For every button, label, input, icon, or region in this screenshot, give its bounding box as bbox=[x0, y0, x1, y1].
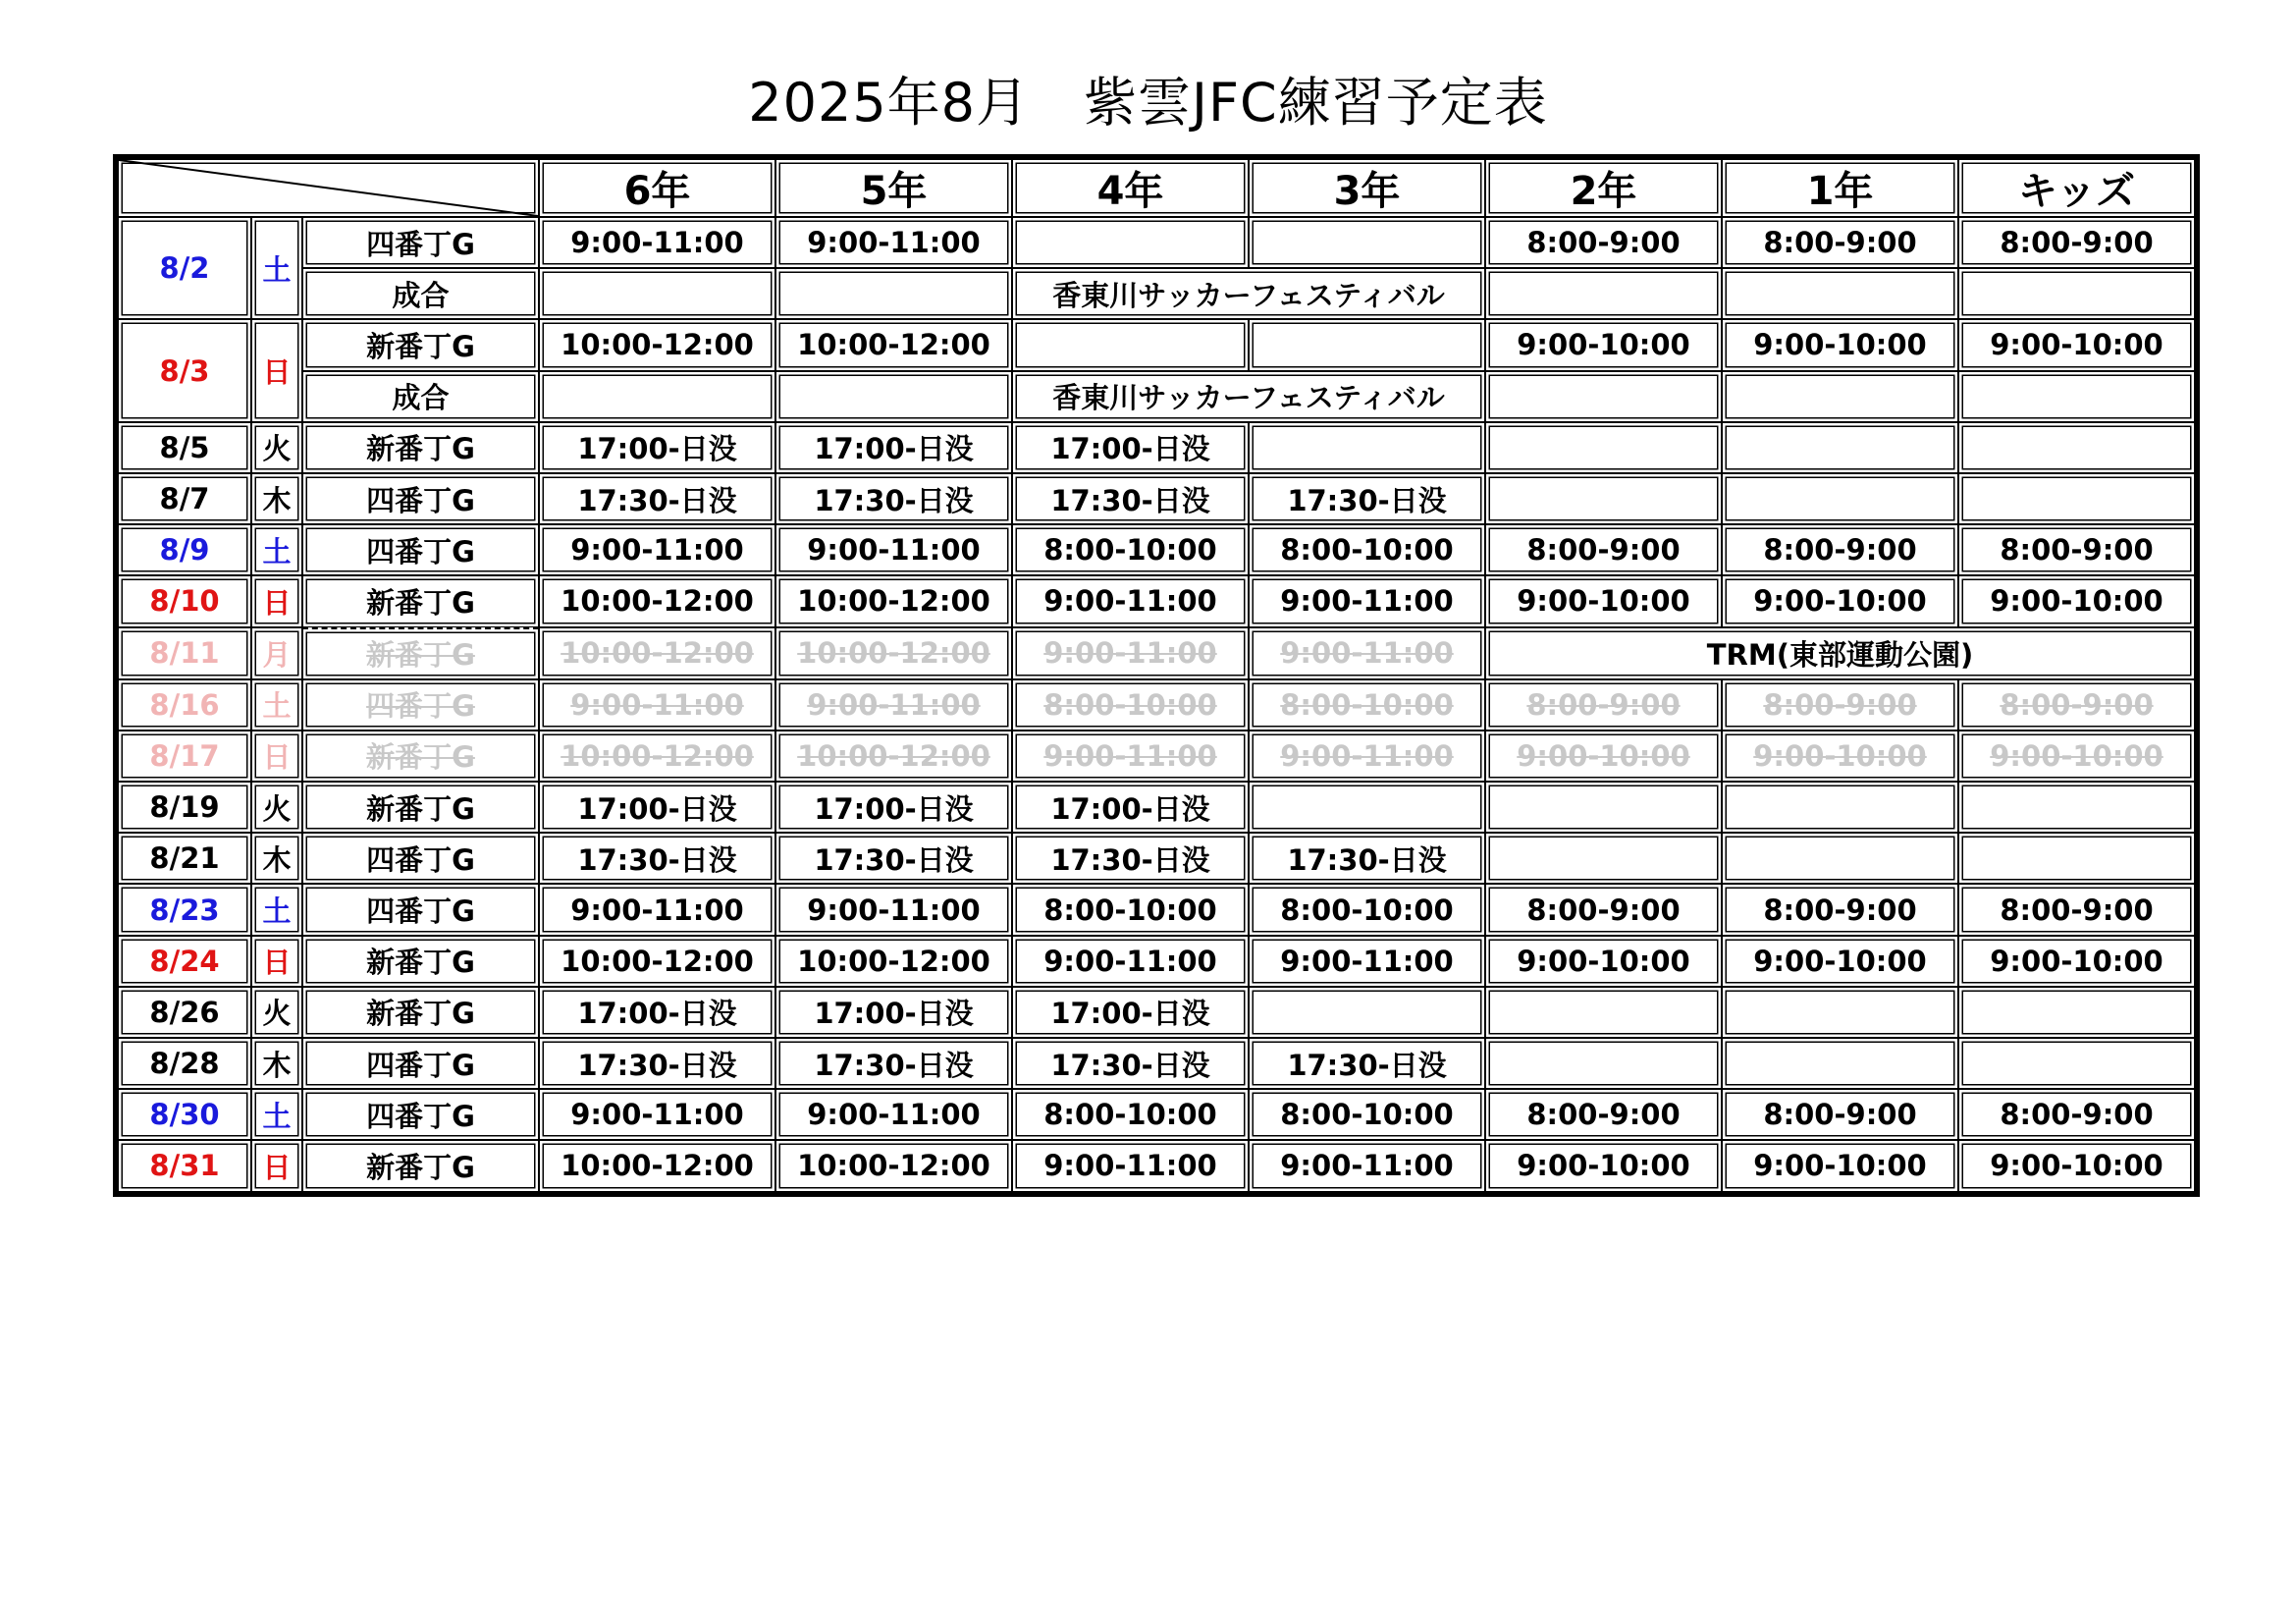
time-cell: 17:30-日没 bbox=[539, 833, 775, 884]
date-cell: 8/5 bbox=[118, 422, 251, 473]
time-cell: 17:30-日没 bbox=[539, 473, 775, 524]
time-cell: 17:30-日没 bbox=[539, 1038, 775, 1089]
time-cell: 8:00-9:00 bbox=[1485, 1089, 1722, 1140]
weekday-cell: 日 bbox=[251, 731, 302, 782]
venue-cell: 新番丁G bbox=[302, 782, 539, 833]
venue-cell: 新番丁G bbox=[302, 731, 539, 782]
time-cell bbox=[1722, 473, 1958, 524]
time-cell: 8:00-10:00 bbox=[1249, 884, 1485, 935]
time-cell bbox=[539, 371, 775, 422]
weekday-cell: 土 bbox=[251, 679, 302, 731]
time-cell bbox=[1722, 422, 1958, 473]
weekday-cell: 木 bbox=[251, 833, 302, 884]
date-cell: 8/30 bbox=[118, 1089, 251, 1140]
time-cell: 9:00-11:00 bbox=[539, 217, 775, 268]
time-cell: 9:00-11:00 bbox=[1012, 627, 1249, 679]
time-cell: 9:00-10:00 bbox=[1722, 936, 1958, 987]
time-cell: 9:00-11:00 bbox=[775, 1089, 1012, 1140]
weekday-cell: 土 bbox=[251, 884, 302, 935]
table-row bbox=[118, 319, 2195, 370]
header-grade-5: 5年 bbox=[775, 159, 1012, 217]
venue-cell: 成合 bbox=[302, 268, 539, 319]
table-row bbox=[118, 473, 2195, 524]
date-cell: 8/17 bbox=[118, 731, 251, 782]
time-cell bbox=[1012, 319, 1249, 370]
time-cell bbox=[1722, 833, 1958, 884]
time-cell: 17:30-日没 bbox=[775, 473, 1012, 524]
time-cell: 8:00-10:00 bbox=[1249, 1089, 1485, 1140]
time-cell: 9:00-11:00 bbox=[775, 884, 1012, 935]
table-row bbox=[118, 575, 2195, 626]
time-cell: 9:00-11:00 bbox=[775, 679, 1012, 731]
time-cell bbox=[1722, 782, 1958, 833]
date-cell: 8/23 bbox=[118, 884, 251, 935]
table-row bbox=[118, 422, 2195, 473]
schedule-body bbox=[118, 217, 2195, 1192]
date-cell: 8/11 bbox=[118, 627, 251, 679]
time-cell: 9:00-11:00 bbox=[1249, 936, 1485, 987]
time-cell bbox=[1485, 987, 1722, 1038]
time-cell bbox=[1485, 422, 1722, 473]
weekday-cell: 土 bbox=[251, 1089, 302, 1140]
time-cell: 10:00-12:00 bbox=[775, 936, 1012, 987]
date-cell: 8/24 bbox=[118, 936, 251, 987]
header-grade-6: 6年 bbox=[539, 159, 775, 217]
time-cell: 9:00-10:00 bbox=[1485, 1140, 1722, 1191]
venue-cell: 四番丁G bbox=[302, 884, 539, 935]
diagonal-line bbox=[119, 160, 538, 216]
time-cell: 8:00-9:00 bbox=[1958, 884, 2195, 935]
time-cell: 9:00-10:00 bbox=[1722, 319, 1958, 370]
time-cell bbox=[1958, 268, 2195, 319]
time-cell: 17:30-日没 bbox=[775, 1038, 1012, 1089]
time-cell: 8:00-9:00 bbox=[1722, 217, 1958, 268]
header-grade-3: 3年 bbox=[1249, 159, 1485, 217]
table-row bbox=[118, 1038, 2195, 1089]
table-row bbox=[118, 217, 2195, 268]
time-cell: 17:00-日没 bbox=[775, 422, 1012, 473]
time-cell: 17:30-日没 bbox=[1012, 473, 1249, 524]
time-cell bbox=[1722, 268, 1958, 319]
time-cell bbox=[539, 268, 775, 319]
time-cell: 9:00-11:00 bbox=[775, 524, 1012, 575]
time-cell: 17:30-日没 bbox=[1012, 1038, 1249, 1089]
table-row bbox=[118, 627, 2195, 679]
time-cell: 10:00-12:00 bbox=[539, 1140, 775, 1191]
time-cell: 9:00-10:00 bbox=[1958, 936, 2195, 987]
time-cell bbox=[1485, 1038, 1722, 1089]
time-cell bbox=[1722, 371, 1958, 422]
time-cell: 8:00-9:00 bbox=[1485, 679, 1722, 731]
time-cell: 8:00-9:00 bbox=[1722, 1089, 1958, 1140]
event-cell: 香東川サッカーフェスティバル bbox=[1012, 268, 1485, 319]
table-row bbox=[118, 833, 2195, 884]
time-cell: 10:00-12:00 bbox=[775, 1140, 1012, 1191]
time-cell bbox=[1958, 782, 2195, 833]
page-title: 2025年8月 紫雲JFC練習予定表 bbox=[748, 72, 1548, 134]
time-cell: 17:00-日没 bbox=[539, 422, 775, 473]
weekday-cell: 月 bbox=[251, 627, 302, 679]
weekday-cell: 日 bbox=[251, 319, 302, 421]
header-grade-1: 1年 bbox=[1722, 159, 1958, 217]
table-subrow bbox=[118, 268, 2195, 319]
venue-cell: 四番丁G bbox=[302, 679, 539, 731]
weekday-cell: 木 bbox=[251, 473, 302, 524]
date-cell: 8/28 bbox=[118, 1038, 251, 1089]
venue-cell: 四番丁G bbox=[302, 217, 539, 268]
weekday-cell: 火 bbox=[251, 422, 302, 473]
time-cell bbox=[1958, 371, 2195, 422]
time-cell: 10:00-12:00 bbox=[539, 575, 775, 626]
weekday-cell: 土 bbox=[251, 217, 302, 319]
time-cell bbox=[1485, 782, 1722, 833]
date-cell: 8/26 bbox=[118, 987, 251, 1038]
time-cell: 9:00-11:00 bbox=[539, 1089, 775, 1140]
time-cell bbox=[1722, 1038, 1958, 1089]
time-cell: 9:00-10:00 bbox=[1485, 575, 1722, 626]
time-cell: 17:00-日没 bbox=[539, 987, 775, 1038]
corner-cell bbox=[118, 159, 539, 217]
time-cell: 17:30-日没 bbox=[1249, 1038, 1485, 1089]
table-row bbox=[118, 884, 2195, 935]
time-cell: 9:00-10:00 bbox=[1958, 319, 2195, 370]
weekday-cell: 日 bbox=[251, 1140, 302, 1191]
time-cell bbox=[775, 268, 1012, 319]
venue-cell: 四番丁G bbox=[302, 1038, 539, 1089]
time-cell: 8:00-9:00 bbox=[1722, 884, 1958, 935]
time-cell: 9:00-11:00 bbox=[539, 679, 775, 731]
venue-cell: 新番丁G bbox=[302, 1140, 539, 1191]
time-cell: 8:00-9:00 bbox=[1958, 679, 2195, 731]
time-cell: 8:00-9:00 bbox=[1958, 217, 2195, 268]
time-cell bbox=[1485, 833, 1722, 884]
time-cell: 17:00-日没 bbox=[775, 987, 1012, 1038]
time-cell: 9:00-10:00 bbox=[1958, 575, 2195, 626]
time-cell: 9:00-10:00 bbox=[1485, 319, 1722, 370]
table-row bbox=[118, 731, 2195, 782]
header-row bbox=[118, 159, 2195, 217]
table-subrow bbox=[118, 371, 2195, 422]
venue-cell: 新番丁G bbox=[302, 627, 539, 679]
time-cell bbox=[1012, 217, 1249, 268]
time-cell: 9:00-10:00 bbox=[1485, 936, 1722, 987]
date-cell: 8/16 bbox=[118, 679, 251, 731]
time-cell: 9:00-10:00 bbox=[1485, 731, 1722, 782]
time-cell: 10:00-12:00 bbox=[539, 936, 775, 987]
header-kids: キッズ bbox=[1958, 159, 2195, 217]
venue-cell: 新番丁G bbox=[302, 422, 539, 473]
time-cell: 9:00-11:00 bbox=[539, 524, 775, 575]
venue-cell: 新番丁G bbox=[302, 987, 539, 1038]
table-row bbox=[118, 524, 2195, 575]
weekday-cell: 木 bbox=[251, 1038, 302, 1089]
time-cell bbox=[1249, 987, 1485, 1038]
weekday-cell: 土 bbox=[251, 524, 302, 575]
venue-cell: 新番丁G bbox=[302, 319, 539, 370]
table-row bbox=[118, 679, 2195, 731]
venue-cell: 四番丁G bbox=[302, 524, 539, 575]
time-cell: 8:00-9:00 bbox=[1485, 884, 1722, 935]
time-cell: 8:00-10:00 bbox=[1012, 679, 1249, 731]
time-cell bbox=[1485, 473, 1722, 524]
time-cell: 17:00-日没 bbox=[539, 782, 775, 833]
weekday-cell: 日 bbox=[251, 575, 302, 626]
time-cell: 10:00-12:00 bbox=[775, 627, 1012, 679]
time-cell bbox=[1485, 371, 1722, 422]
table-row bbox=[118, 987, 2195, 1038]
time-cell: 8:00-10:00 bbox=[1012, 1089, 1249, 1140]
time-cell bbox=[1485, 268, 1722, 319]
time-cell: 17:30-日没 bbox=[775, 833, 1012, 884]
time-cell: 9:00-11:00 bbox=[1012, 731, 1249, 782]
time-cell: 17:00-日没 bbox=[1012, 422, 1249, 473]
time-cell: 10:00-12:00 bbox=[539, 627, 775, 679]
event-cell: 香東川サッカーフェスティバル bbox=[1012, 371, 1485, 422]
time-cell: 9:00-10:00 bbox=[1958, 731, 2195, 782]
table-row bbox=[118, 782, 2195, 833]
time-cell: 9:00-10:00 bbox=[1958, 1140, 2195, 1191]
time-cell: 10:00-12:00 bbox=[539, 319, 775, 370]
weekday-cell: 火 bbox=[251, 987, 302, 1038]
time-cell: 8:00-9:00 bbox=[1485, 217, 1722, 268]
time-cell: 8:00-10:00 bbox=[1012, 884, 1249, 935]
venue-cell: 四番丁G bbox=[302, 1089, 539, 1140]
weekday-cell: 火 bbox=[251, 782, 302, 833]
time-cell: 10:00-12:00 bbox=[775, 319, 1012, 370]
time-cell bbox=[1722, 987, 1958, 1038]
date-cell: 8/10 bbox=[118, 575, 251, 626]
time-cell: 9:00-11:00 bbox=[1012, 575, 1249, 626]
time-cell: 9:00-11:00 bbox=[1249, 1140, 1485, 1191]
time-cell: 9:00-10:00 bbox=[1722, 575, 1958, 626]
time-cell: 17:00-日没 bbox=[1012, 782, 1249, 833]
time-cell bbox=[1958, 1038, 2195, 1089]
venue-cell: 新番丁G bbox=[302, 575, 539, 626]
time-cell: 9:00-11:00 bbox=[1249, 731, 1485, 782]
time-cell: 8:00-9:00 bbox=[1958, 1089, 2195, 1140]
time-cell bbox=[1958, 422, 2195, 473]
time-cell: 8:00-9:00 bbox=[1722, 679, 1958, 731]
venue-cell: 新番丁G bbox=[302, 936, 539, 987]
venue-cell: 成合 bbox=[302, 371, 539, 422]
time-cell: 17:30-日没 bbox=[1249, 473, 1485, 524]
schedule-table bbox=[113, 154, 2200, 1197]
time-cell: 17:00-日没 bbox=[1012, 987, 1249, 1038]
table-row bbox=[118, 1089, 2195, 1140]
time-cell: 9:00-11:00 bbox=[775, 217, 1012, 268]
time-cell: 9:00-11:00 bbox=[1249, 575, 1485, 626]
time-cell bbox=[1958, 473, 2195, 524]
time-cell bbox=[1249, 782, 1485, 833]
time-cell: 17:30-日没 bbox=[1249, 833, 1485, 884]
time-cell: 8:00-9:00 bbox=[1485, 524, 1722, 575]
table-row bbox=[118, 1140, 2195, 1191]
time-cell: 9:00-11:00 bbox=[539, 884, 775, 935]
time-cell bbox=[1958, 987, 2195, 1038]
time-cell: 17:00-日没 bbox=[775, 782, 1012, 833]
time-cell: 8:00-10:00 bbox=[1012, 524, 1249, 575]
time-cell: 8:00-9:00 bbox=[1958, 524, 2195, 575]
date-cell: 8/7 bbox=[118, 473, 251, 524]
time-cell: 10:00-12:00 bbox=[539, 731, 775, 782]
time-cell: 17:30-日没 bbox=[1012, 833, 1249, 884]
time-cell bbox=[775, 371, 1012, 422]
date-cell: 8/19 bbox=[118, 782, 251, 833]
date-cell: 8/21 bbox=[118, 833, 251, 884]
date-cell: 8/3 bbox=[118, 319, 251, 421]
time-cell: 10:00-12:00 bbox=[775, 575, 1012, 626]
trm-cell: TRM(東部運動公園) bbox=[1485, 627, 2195, 679]
table-row bbox=[118, 936, 2195, 987]
time-cell: 9:00-10:00 bbox=[1722, 1140, 1958, 1191]
time-cell: 10:00-12:00 bbox=[775, 731, 1012, 782]
time-cell: 9:00-11:00 bbox=[1012, 1140, 1249, 1191]
venue-cell: 四番丁G bbox=[302, 833, 539, 884]
time-cell: 9:00-11:00 bbox=[1249, 627, 1485, 679]
time-cell: 8:00-9:00 bbox=[1722, 524, 1958, 575]
time-cell bbox=[1249, 319, 1485, 370]
header-grade-2: 2年 bbox=[1485, 159, 1722, 217]
header-grade-4: 4年 bbox=[1012, 159, 1249, 217]
time-cell: 9:00-11:00 bbox=[1012, 936, 1249, 987]
date-cell: 8/9 bbox=[118, 524, 251, 575]
date-cell: 8/2 bbox=[118, 217, 251, 319]
weekday-cell: 日 bbox=[251, 936, 302, 987]
time-cell: 8:00-10:00 bbox=[1249, 679, 1485, 731]
time-cell: 9:00-10:00 bbox=[1722, 731, 1958, 782]
time-cell bbox=[1958, 833, 2195, 884]
date-cell: 8/31 bbox=[118, 1140, 251, 1191]
time-cell bbox=[1249, 422, 1485, 473]
time-cell: 8:00-10:00 bbox=[1249, 524, 1485, 575]
time-cell bbox=[1249, 217, 1485, 268]
venue-cell: 四番丁G bbox=[302, 473, 539, 524]
